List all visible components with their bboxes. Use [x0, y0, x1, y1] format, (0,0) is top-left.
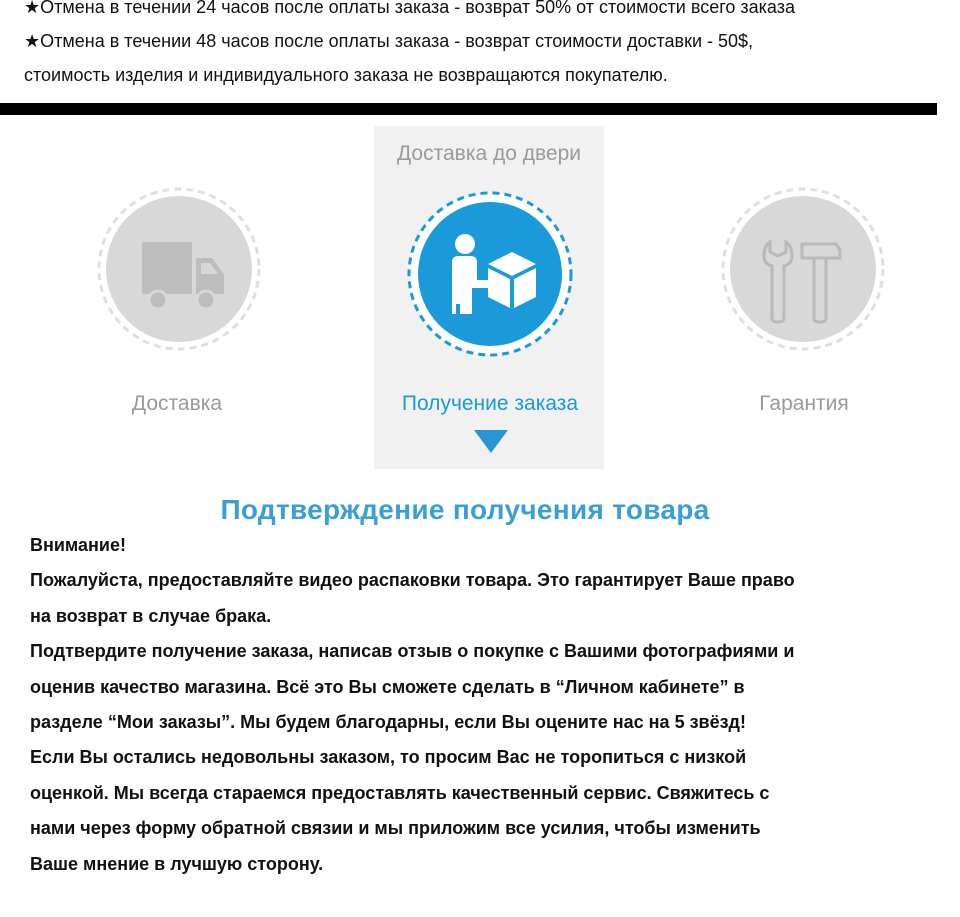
tools-icon — [760, 236, 846, 326]
panel-title: Доставка до двери — [396, 142, 582, 165]
cancellation-policy — [24, 0, 944, 92]
body-line: Пожалуйста, предоставляйте видео распаковки товара. Это гарантирует Ваше право — [30, 570, 795, 591]
confirmation-title: Подтверждение получения товара — [220, 494, 710, 525]
step-delivery-label: Доставка — [131, 392, 223, 415]
body-line: Если Вы остались недовольны заказом, то просим Вас не торопиться с низкой — [30, 747, 747, 768]
section-divider — [0, 103, 937, 115]
cancellation-line-48h: ★Отмена в течении 48 часов после оплаты заказа - возврат стоимости доставки - 50$, — [24, 31, 754, 51]
step-warranty-label: Гарантия — [759, 392, 849, 415]
confirmation-body — [30, 528, 930, 882]
body-line: Подтвердите получение заказа, написав отзыв о покупке с Вашими фотографиями и — [30, 641, 795, 662]
body-line: нами через форму обратной связии и мы приложим все усилия, чтобы изменить — [30, 818, 761, 839]
person-receiving-box-icon — [446, 228, 542, 328]
body-line: Внимание! — [30, 535, 126, 555]
body-line: разделе “Мои заказы”. Мы будем благодарны, если Вы оцените нас на 5 звёзд! — [30, 712, 746, 733]
body-line: оценкой. Мы всегда стараемся предоставлять качественный сервис. Свяжитесь с — [30, 782, 770, 803]
cancellation-line-24h: ★Отмена в течении 24 часов после оплаты заказа - возврат 50% от стоимости всего заказа — [24, 0, 795, 17]
body-line: Ваше мнение в лучшую сторону. — [30, 853, 324, 874]
truck-icon — [138, 236, 228, 316]
body-line: на возврат в случае брака. — [30, 605, 272, 626]
chevron-down-icon — [474, 430, 508, 453]
step-receiving-label: Получение заказа — [401, 392, 579, 415]
body-line: оценив качество магазина. Всё это Вы сможете сделать в “Личном кабинете” в — [30, 676, 745, 697]
cancellation-line-note: стоимость изделия и индивидуального заказа не возвращаются покупателю. — [24, 65, 668, 85]
